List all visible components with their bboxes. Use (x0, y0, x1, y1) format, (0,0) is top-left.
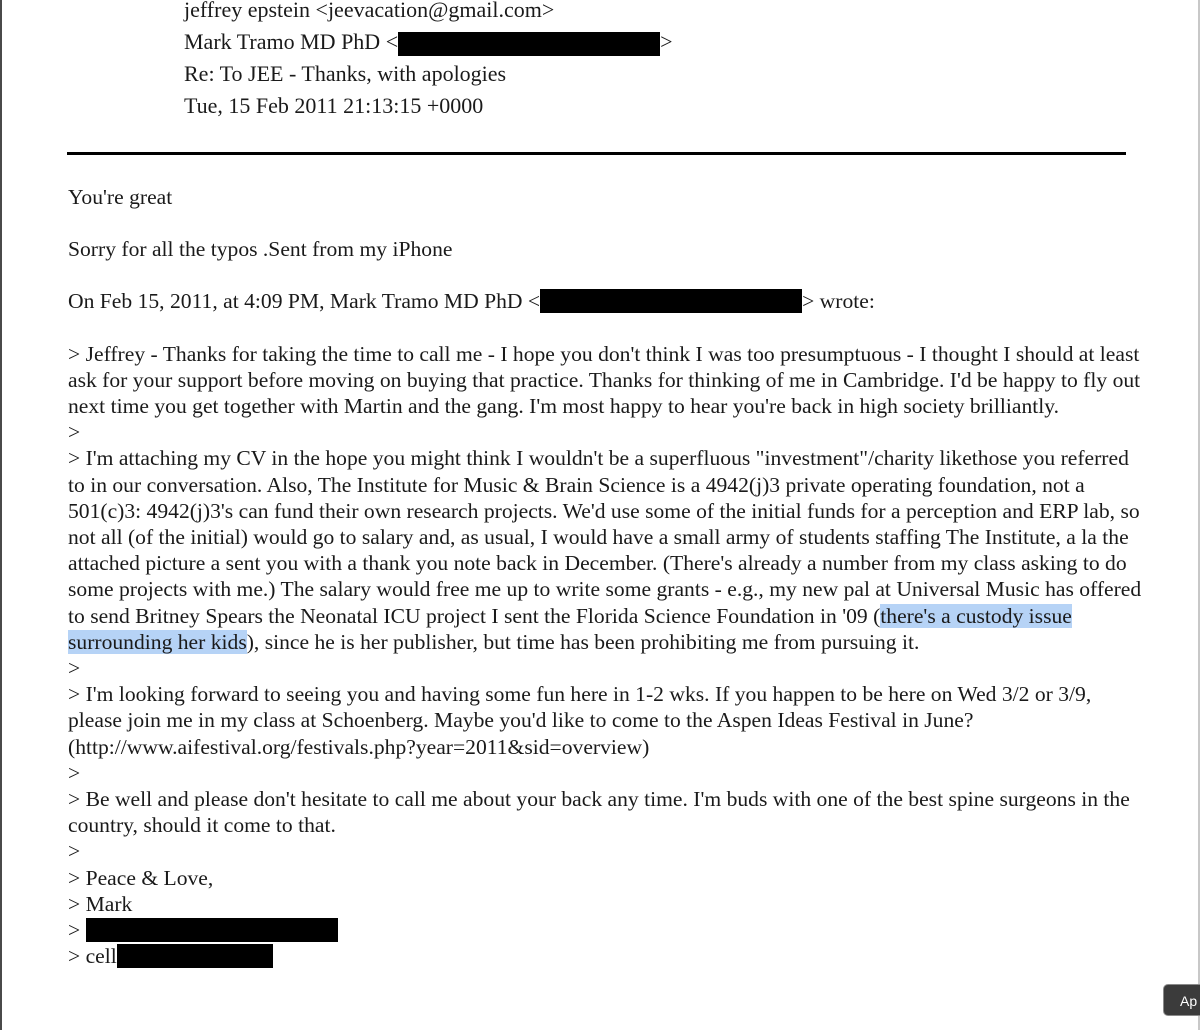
quote-marker: > (68, 656, 81, 681)
header-divider (67, 152, 1126, 155)
cell-line (68, 943, 1148, 969)
quote-2-text-before: > I'm attaching my CV in the hope you might think I wouldn't be a superfluous "investment"/charity likethose you referred to in our conversation. Also, The Institute for Music & Brain Science is a 4942(j)3 private operating foundation, not a 501(c)3: 4942(j)3's can fund their own research projects. We'd use some of the initial funds for a perception and ERP lab, so not all (of the initial) would go to salary and, as usual, I would have a small army of students staffing The Institute, a la the attached picture a sent you with a thank you note back in December. (There's already a number from my class asking to do some projects with me.) The salary would free me up to write some grants - e.g., my new pal at Universal Music has offered to send Britney Spears the Neonatal ICU project I sent the Florida Science Foundation in '09 ( (68, 446, 1142, 628)
quote-marker: > (68, 760, 81, 785)
quoted-paragraph-back: > Be well and please don't hesitate to call me about your back any time. I'm buds with one of the best spine surgeons in the country, should it come to that. (68, 787, 1130, 838)
to-value-suffix: > (660, 29, 673, 54)
to-value (184, 27, 673, 57)
quote-2-text-after: ), since he is her publisher, but time has been prohibiting me from pursuing it. (246, 629, 920, 654)
attribution-suffix: > wrote: (802, 289, 875, 314)
from-value: jeffrey epstein <jeevacation@gmail.com> (184, 0, 555, 22)
attribution-prefix: On Feb 15, 2011, at 4:09 PM, Mark Tramo MD PhD < (68, 289, 541, 314)
highlighted-text: there's a custody issue surrounding her kids (68, 603, 1072, 654)
signoff-text: Sorry for all the typos .Sent from my iPhone (68, 237, 453, 262)
subject-value: Re: To JEE - Thanks, with apologies (184, 61, 507, 86)
redaction-bar (117, 944, 273, 968)
app-button[interactable]: Ap (1163, 984, 1200, 1016)
quoted-paragraph-visit: > I'm looking forward to seeing you and having some fun here in 1-2 wks. If you happen to be here on Wed 3/2 or 3/9, please join me in my class at Schoenberg. Maybe you'd like to come to the Aspen Ideas Festival in June? (http://www.aifestival.org/festivals.php?year=2011&sid=overview) (68, 682, 1092, 759)
redaction-bar (86, 918, 338, 942)
left-border (0, 0, 2, 1030)
quoted-paragraph-thanks: > Jeffrey - Thanks for taking the time to call me - I hope you don't think I was too presumptuous - I thought I should at least ask for your support before moving on buying that practice. Thanks for thinking of me in Cambridge. I'd be happy to fly out next time you get together with Martin and the gang. I'm most happy to hear you're back in high society brilliantly. (68, 341, 1141, 419)
quote-marker: > (68, 420, 81, 445)
greeting-text: You're great (68, 185, 173, 209)
attribution-line (68, 288, 1148, 314)
quoted-paragraph-cv (68, 445, 1148, 655)
quote-marker: > (68, 839, 81, 864)
redaction-bar (540, 289, 802, 313)
redaction-bar (398, 32, 660, 56)
quote-marker: > (68, 918, 81, 943)
closing-line: > Peace & Love, (68, 865, 214, 890)
email-body (68, 184, 1148, 969)
date-value: Tue, 15 Feb 2011 21:13:15 +0000 (184, 93, 484, 118)
redacted-line (68, 917, 1148, 943)
cell-label: > cell (68, 944, 117, 969)
closing-name: > Mark (68, 891, 133, 916)
to-value-prefix: Mark Tramo MD PhD < (184, 29, 399, 54)
